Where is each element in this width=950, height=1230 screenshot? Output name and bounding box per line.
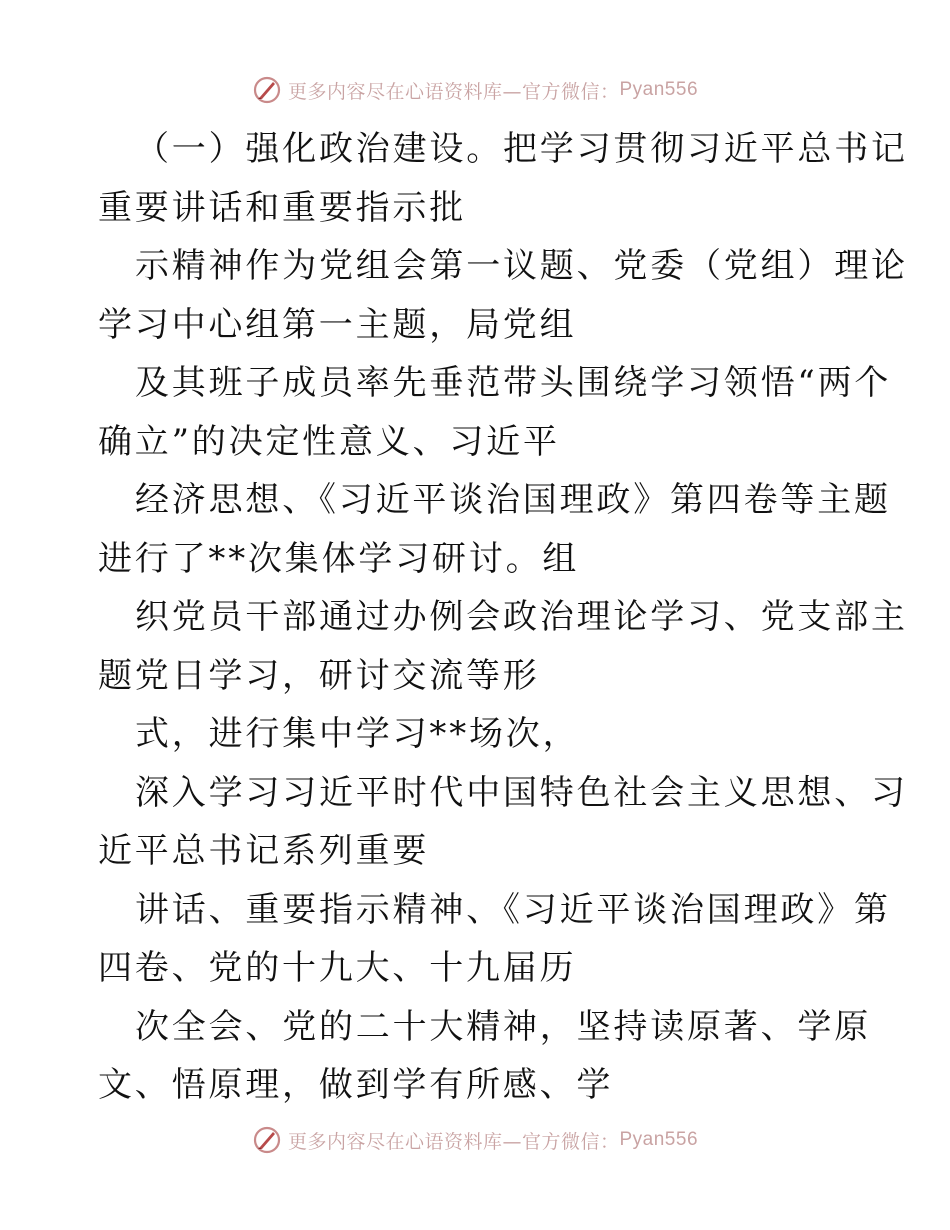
- body-line-7: 经济思想、《习近平谈治国理政》第四卷等主题: [135, 480, 891, 520]
- quill-seal-icon: [252, 75, 282, 105]
- body-line-10: 题党日学习，研讨交流等形: [98, 655, 540, 696]
- footer-banner-text: 更多内容尽在心语资料库—官方微信：: [287, 1130, 620, 1153]
- body-line-9: 织党员干部通过办例会政治理论学习、党支部主: [135, 597, 908, 637]
- header-banner-text: 更多内容尽在心语资料库—官方微信：: [287, 80, 620, 103]
- body-line-16: 次全会、党的二十大精神，坚持读原著、学原: [135, 1006, 871, 1047]
- body-line-6: 确立”的决定性意义、习近平: [98, 421, 560, 462]
- body-line-5: 及其班子成员率先垂范带头围绕学习领悟“两个: [135, 363, 892, 403]
- body-line-13: 近平总书记系列重要: [98, 831, 430, 871]
- header-wechat-id: Pyan556: [619, 79, 699, 100]
- footer-banner: [0, 1120, 950, 1160]
- body-line-15: 四卷、党的十九大、十九届历: [98, 948, 577, 988]
- body-line-4: 学习中心组第一主题，局党组: [98, 304, 577, 345]
- body-line-14: 讲话、重要指示精神、《习近平谈治国理政》第: [135, 889, 891, 930]
- document-body: [98, 120, 908, 1115]
- body-line-11: 式，进行集中学习**场次，: [135, 714, 580, 754]
- body-line-2: 重要讲话和重要指示批: [98, 187, 466, 228]
- body-line-12: 深入学习习近平时代中国特色社会主义思想、习: [135, 772, 908, 813]
- header-banner: [0, 70, 950, 110]
- body-line-17: 文、悟原理，做到学有所感、学: [98, 1065, 614, 1105]
- footer-wechat-id: Pyan556: [619, 1129, 699, 1150]
- body-line-1: （一）强化政治建设。把学习贯彻习近平总书记: [135, 129, 908, 169]
- body-line-3: 示精神作为党组会第一议题、党委（党组）理论: [135, 246, 908, 286]
- body-line-8: 进行了**次集体学习研讨。组: [98, 538, 580, 579]
- quill-seal-icon: [252, 1125, 282, 1155]
